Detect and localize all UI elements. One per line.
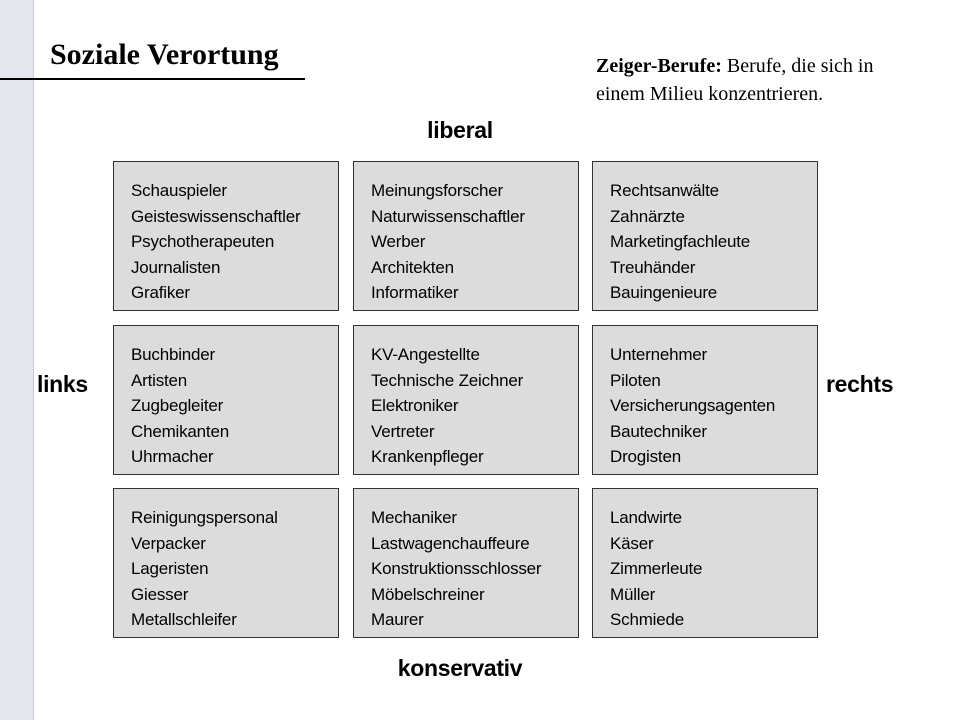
occupation-label: Informatiker [371,283,459,302]
occupation-label: Werber [371,232,426,251]
occupation-label: Zugbegleiter [131,396,224,415]
milieu-box-mitte-rechts [592,325,818,475]
occupation-label: Grafiker [131,283,190,302]
occupation-label: Buchbinder [131,345,216,364]
occupation-label: Rechtsanwälte [610,181,719,200]
occupation-label: Mechaniker [371,508,457,527]
occupation-label: KV-Angestellte [371,345,480,364]
definition-note [596,52,926,108]
occupation-label: Geisteswissenschaftler [131,206,301,226]
occupation-label: Architekten [371,257,454,277]
left-side-bar [0,0,34,720]
occupation-label: Psychotherapeuten [131,232,275,251]
occupation-label: Unternehmer [610,345,708,364]
occupation-label: Möbelschreiner [371,584,485,604]
occupation-label: Artisten [131,370,188,390]
note-text: Berufe, die sich in einem Milieu konzentrieren. [596,55,874,105]
occupation-label: Naturwissenschaftler [371,206,525,226]
occupation-label: Uhrmacher [131,447,214,466]
occupation-label: Müller [610,584,656,604]
occupation-label: Konstruktionsschlosser [371,559,542,578]
occupation-label: Marketingfachleute [610,232,751,251]
milieu-box-mitte-mitte [353,325,579,475]
occupation-label: Käser [610,533,654,553]
page-title: Soziale Verortung [50,38,279,71]
axis-label-rechts: rechts [826,371,894,397]
occupation-label: Bautechniker [610,421,707,441]
occupation-label: Chemikanten [131,421,229,441]
occupation-label: Giesser [131,584,189,604]
milieu-box-konservativ-mitte [353,488,579,638]
milieu-box-liberal-links [113,161,339,311]
title-underline [0,78,305,80]
occupation-label: Technische Zeichner [371,370,524,390]
occupation-label: Metallschleifer [131,610,237,629]
occupation-label: Drogisten [610,447,681,466]
axis-label-konservativ: konservativ [397,655,523,681]
occupation-label: Schauspieler [131,181,227,200]
occupation-label: Maurer [371,610,424,629]
occupation-label: Krankenpfleger [371,447,484,466]
occupation-label: Verpacker [131,533,206,553]
occupation-label: Vertreter [371,421,435,441]
note-heading: Zeiger-Berufe: [596,55,722,77]
occupation-label: Meinungsforscher [371,181,503,200]
occupation-label: Landwirte [610,508,682,527]
occupation-label: Reinigungspersonal [131,508,278,527]
axis-label-liberal: liberal [427,117,493,143]
occupation-label: Treuhänder [610,257,696,277]
occupation-label: Lastwagenchauffeure [371,533,530,553]
milieu-box-mitte-links [113,325,339,475]
occupation-label: Elektroniker [371,396,459,415]
milieu-box-liberal-mitte [353,161,579,311]
occupation-label: Zahnärzte [610,206,685,226]
occupation-label: Schmiede [610,610,684,629]
occupation-label: Lageristen [131,559,209,578]
milieu-box-liberal-rechts [592,161,818,311]
occupation-label: Versicherungsagenten [610,396,776,415]
occupation-label: Journalisten [131,257,221,277]
occupation-label: Zimmerleute [610,559,703,578]
occupation-label: Piloten [610,370,661,390]
milieu-box-konservativ-rechts [592,488,818,638]
occupation-label: Bauingenieure [610,283,718,302]
axis-label-links: links [37,371,88,397]
milieu-box-konservativ-links [113,488,339,638]
